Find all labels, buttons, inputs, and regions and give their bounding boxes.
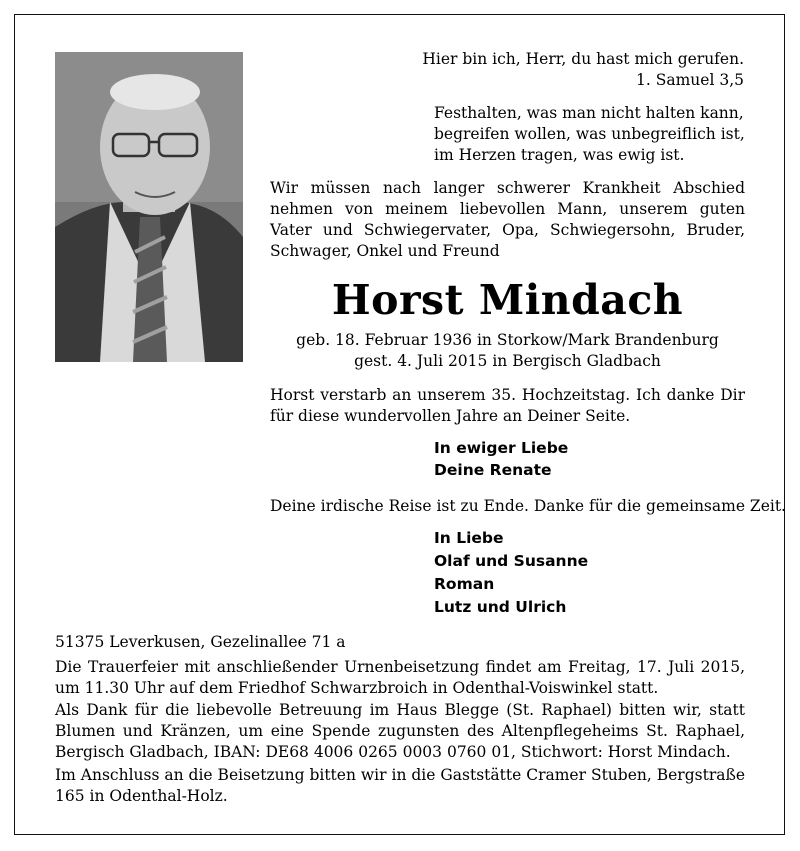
poem-line: begreifen wollen, was unbegreiflich ist, (434, 125, 745, 143)
ceremony-info: Die Trauerfeier mit anschließender Urnenbeisetzung findet am Freitag, 17. Juli 2015, um 11.30 Uhr auf dem Friedhof Schwarzbroich in Odenthal-Voiswinkel statt. (55, 658, 745, 697)
signature-line: Olaf und Susanne (434, 552, 589, 570)
signature-line: In Liebe (434, 529, 504, 547)
donation-info: Als Dank für die liebevolle Betreuung im Haus Blegge (St. Raphael) bitten wir, statt Blumen und Kränzen, um eine Spende zugunsten des Altenpflegeheims St. Raphael, Bergisch Gladbach, IBAN: DE68 4006 0265 0003 0760 01, Stichwort: Horst Mindach. (55, 701, 745, 761)
signature-line: Roman (434, 575, 495, 593)
intro-text: Wir müssen nach langer schwerer Krankheit Abschied nehmen von meinem liebevollen Mann, unserem guten Vater und Schwiegervater, Opa, Schwiegersohn, Bruder, Schwager, Onkel und Freund (270, 179, 745, 260)
death-info: gest. 4. Juli 2015 in Bergisch Gladbach (354, 352, 661, 370)
reception-info: Im Anschluss an die Beisetzung bitten wir in die Gaststätte Cramer Stuben, Bergstraße 165 in Odenthal-Holz. (55, 766, 745, 805)
bible-reference: 1. Samuel 3,5 (636, 71, 744, 89)
poem (434, 103, 745, 166)
poem-line: im Herzen tragen, was ewig ist. (434, 146, 685, 164)
children-signature (434, 527, 588, 619)
birth-info: geb. 18. Februar 1936 in Storkow/Mark Brandenburg (296, 331, 719, 349)
deceased-name: Horst Mindach (331, 276, 684, 324)
poem-line: Festhalten, was man nicht halten kann, (434, 104, 744, 122)
bible-verse: Hier bin ich, Herr, du hast mich gerufen. (422, 50, 744, 68)
signature-line: Deine Renate (434, 461, 552, 479)
wife-signature (434, 437, 568, 481)
signature-line: In ewiger Liebe (434, 439, 569, 457)
wife-message: Horst verstarb an unserem 35. Hochzeitstag. Ich danke Dir für diese wundervollen Jahre an Deiner Seite. (270, 386, 745, 425)
portrait-photo (55, 52, 243, 362)
children-message: Deine irdische Reise ist zu Ende. Danke für die gemeinsame Zeit. (270, 497, 786, 515)
signature-line: Lutz und Ulrich (434, 598, 567, 616)
address: 51375 Leverkusen, Gezelinallee 71 a (55, 633, 346, 651)
